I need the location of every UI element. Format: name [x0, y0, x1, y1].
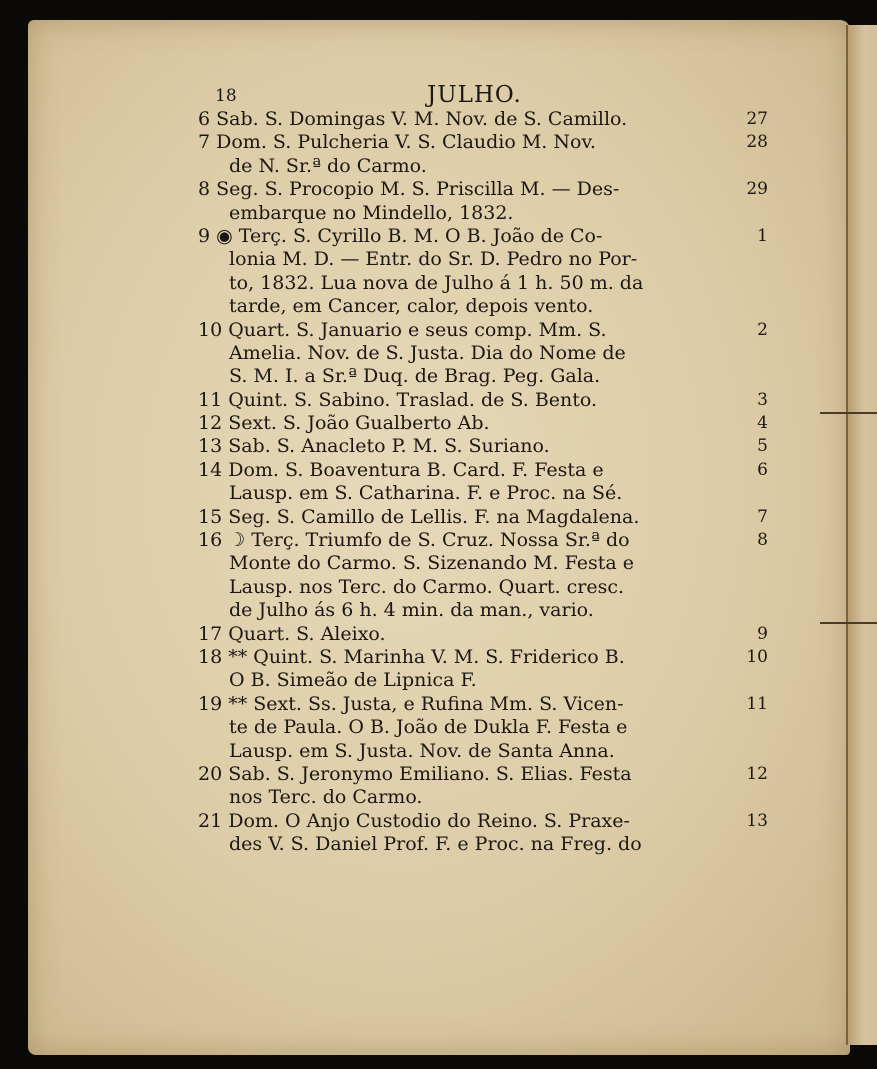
calendar-entry: [198, 763, 768, 810]
entry-line: nos Terc. do Carmo.: [229, 786, 423, 809]
calendar-entries: [198, 108, 768, 857]
calendar-entry: [198, 623, 768, 646]
calendar-entry: [198, 810, 768, 857]
right-day-number: 5: [757, 436, 768, 457]
entry-line: te de Paula. O B. João de Dukla F. Festa e: [229, 716, 628, 739]
entry-line: 10 Quart. S. Januario e seus comp. Mm. S.: [198, 318, 607, 341]
entry-line: 19 ** Sext. Ss. Justa, e Rufina Mm. S. Vicen-: [198, 692, 624, 715]
calendar-entry: [198, 646, 768, 693]
entry-line: embarque no Mindello, 1832.: [229, 201, 514, 224]
entry-line: 9 ◉ Terç. S. Cyrillo B. M. O B. João de Co-: [198, 224, 603, 247]
right-day-number: 3: [757, 389, 768, 410]
right-day-number: 29: [746, 179, 768, 200]
right-day-number: 1: [757, 225, 768, 246]
entry-line: 20 Sab. S. Jeronymo Emiliano. S. Elias. Festa: [198, 762, 632, 785]
right-day-number: 12: [746, 763, 768, 784]
entry-line: de N. Sr.ª do Carmo.: [229, 154, 427, 177]
entry-line: 11 Quint. S. Sabino. Traslad. de S. Bento.: [198, 388, 598, 411]
entry-line: to, 1832. Lua nova de Julho á 1 h. 50 m. da: [229, 271, 644, 294]
entry-line: 18 ** Quint. S. Marinha V. M. S. Friderico B.: [198, 645, 625, 668]
calendar-entry: [198, 693, 768, 763]
entry-line: 8 Seg. S. Procopio M. S. Priscilla M. — Des-: [198, 178, 620, 201]
entry-line: S. M. I. a Sr.ª Duq. de Brag. Peg. Gala.: [229, 365, 601, 388]
entry-line: O B. Simeão de Lipnica F.: [229, 669, 477, 692]
calendar-entry: [198, 131, 768, 178]
entry-line: Lausp. nos Terc. do Carmo. Quart. cresc.: [229, 575, 625, 598]
right-day-number: 8: [757, 530, 768, 551]
right-day-number: 13: [746, 810, 768, 831]
calendar-entry: [198, 412, 768, 435]
right-day-number: 7: [757, 506, 768, 527]
right-day-number: 28: [746, 132, 768, 153]
right-day-number: 11: [746, 693, 768, 714]
running-head-month: JULHO.: [427, 82, 522, 108]
calendar-entry: [198, 108, 768, 131]
entry-line: Amelia. Nov. de S. Justa. Dia do Nome de: [229, 341, 626, 364]
calendar-entry: [198, 435, 768, 458]
entry-line: de Julho ás 6 h. 4 min. da man., vario.: [229, 599, 594, 622]
entry-line: 16 ☽ Terç. Triumfo de S. Cruz. Nossa Sr.ª do: [198, 529, 630, 552]
calendar-entry: [198, 178, 768, 225]
page-edge-mark: [820, 622, 877, 624]
entry-line: 7 Dom. S. Pulcheria V. S. Claudio M. Nov.: [198, 131, 596, 154]
calendar-entry: [198, 459, 768, 506]
entry-line: Monte do Carmo. S. Sizenando M. Festa e: [229, 552, 634, 575]
right-day-number: 2: [757, 319, 768, 340]
entry-line: 17 Quart. S. Aleixo.: [198, 622, 386, 645]
entry-line: 12 Sext. S. João Gualberto Ab.: [198, 412, 490, 435]
right-day-number: 10: [746, 646, 768, 667]
calendar-entry: [198, 319, 768, 389]
right-day-number: 6: [757, 459, 768, 480]
right-day-number: 4: [757, 413, 768, 434]
entry-line: lonia M. D. — Entr. do Sr. D. Pedro no Por-: [229, 248, 638, 271]
entry-line: Lausp. em S. Catharina. F. e Proc. na Sé.: [229, 482, 623, 505]
right-day-number: 27: [746, 109, 768, 129]
adjacent-page-edge: [846, 25, 877, 1045]
calendar-entry: [198, 529, 768, 623]
entry-line: 15 Seg. S. Camillo de Lellis. F. na Magdalena.: [198, 505, 640, 528]
entry-line: 13 Sab. S. Anacleto P. M. S. Suriano.: [198, 435, 550, 458]
page-header: [215, 82, 735, 110]
calendar-entry: [198, 506, 768, 529]
entry-line: des V. S. Daniel Prof. F. e Proc. na Freg. do: [229, 833, 642, 856]
page-number: 18: [215, 86, 237, 106]
calendar-entry: [198, 225, 768, 319]
entry-line: 14 Dom. S. Boaventura B. Card. F. Festa e: [198, 458, 604, 481]
right-day-number: 9: [757, 623, 768, 644]
entry-line: 6 Sab. S. Domingas V. M. Nov. de S. Camillo.: [198, 108, 628, 130]
entry-line: Lausp. em S. Justa. Nov. de Santa Anna.: [229, 739, 615, 762]
calendar-entry: [198, 389, 768, 412]
entry-line: tarde, em Cancer, calor, depois vento.: [229, 295, 594, 318]
page-edge-mark: [820, 412, 877, 414]
entry-line: 21 Dom. O Anjo Custodio do Reino. S. Praxe-: [198, 809, 630, 832]
